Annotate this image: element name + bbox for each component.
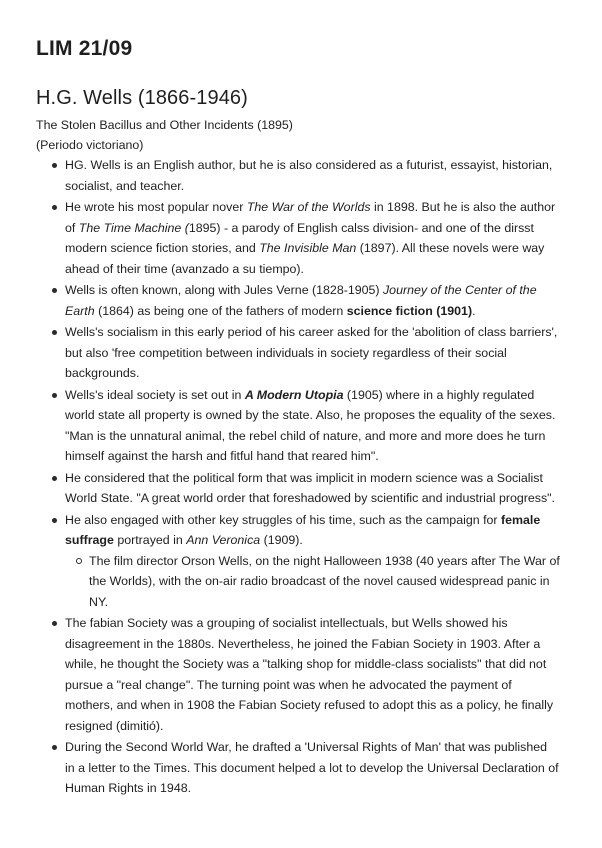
bullet-text: (1897). All these novels were way ahead of their time (avanzado a su tiempo).	[65, 241, 545, 276]
bullet-text: HG. Wells is an English author, but he is also considered as a futurist, essayist, historian, socialist, and teacher.	[65, 158, 553, 193]
subtitle-block	[36, 115, 560, 155]
bullet-item	[65, 322, 560, 384]
bullet-item	[65, 385, 560, 467]
bullet-list	[36, 155, 560, 799]
bullet-text: The fabian Society was a grouping of socialist intellectuals, but Wells showed his disagreement in the 1880s. Nevertheless, he joined the Fabian Society in 1903. After a while, he thought the Society was a "talking shop for middle-class socialists" that did not pursue a "real change". The turning point was when he advocated the payment of mothers, and when in 1908 the Fabian Society refused to adopt this as a policy, he finally resigned (dimitió).	[65, 616, 554, 733]
bullet-text: (1905) where in a highly regulated world state all property is owned by the state. Also, he proposes the equality of the sexes. "Man is the unnatural animal, the rebel child of nature, and more and more does he turn himself against the harsh and fitful hand that reared him".	[65, 387, 556, 463]
bullet-text: He considered that the political form that was implicit in modern science was a Socialist World State. "A great world order that foreshadowed by scientific and industrial progress".	[65, 470, 555, 505]
bullet-text: .	[472, 303, 476, 318]
work-title: The Stolen Bacillus and Other Incidents (1895)	[36, 118, 293, 132]
bold-phrase: science fiction (1901)	[346, 303, 473, 318]
bullet-text: portrayed in	[113, 533, 187, 547]
bullet-text: Wells's socialism in this early period of his career asked for the 'abolition of class barriers', but also 'free competition between individuals in society regardless of their social backgrounds.	[65, 325, 558, 380]
bullet-item	[65, 197, 560, 279]
document-code-heading: LIM 21/09	[36, 37, 133, 60]
bullet-text: He also engaged with other key struggles of his time, such as the campaign for	[65, 512, 501, 527]
bullet-text: Wells is often known, along with Jules Verne (1828-1905)	[65, 283, 383, 297]
bold-phrase: female suffrage	[65, 512, 541, 547]
sub-bullet-list	[65, 551, 560, 613]
italic-title: The Invisible Man	[259, 241, 357, 255]
sub-bullet-text: The film director Orson Wells, on the night Halloween 1938 (40 years after The War of the Worlds), with the on-air radio broadcast of the novel caused widespread panic in NY.	[89, 553, 560, 609]
bullet-item	[65, 613, 560, 736]
italic-title: The Time Machine (	[78, 220, 189, 235]
bullet-text: During the Second World War, he drafted a 'Universal Rights of Man' that was published in a letter to the Times. This document helped a lot to develop the Universal Declaration of Human Rights in 1948.	[65, 740, 559, 795]
italic-title: The War of the Worlds	[246, 200, 371, 214]
italic-title: Journey of the Center of the Earth	[65, 283, 537, 318]
bullet-item	[65, 737, 560, 799]
bullet-item	[65, 468, 560, 509]
italic-title: Ann Veronica	[186, 533, 261, 547]
bullet-text: (1909).	[260, 533, 303, 547]
sub-bullet-item	[89, 551, 560, 613]
bullet-text: in 1898. But he is also the author of	[65, 200, 556, 235]
bullet-text: Wells's ideal society is set out in	[65, 387, 245, 402]
bullet-item	[65, 155, 560, 196]
bold-italic-title: A Modern Utopia	[244, 387, 344, 402]
page-title: H.G. Wells (1866-1946)	[36, 87, 248, 109]
bullet-item	[65, 280, 560, 321]
bullet-item	[65, 510, 560, 613]
period-label: (Periodo victoriano)	[36, 138, 144, 152]
bullet-text: (1864) as being one of the fathers of modern	[94, 303, 347, 318]
bullet-text: 1895) - a parody of English calss division- and one of the dirsst modern science fiction stories, and	[65, 220, 534, 255]
bullet-text: He wrote his most popular nover	[65, 200, 247, 214]
